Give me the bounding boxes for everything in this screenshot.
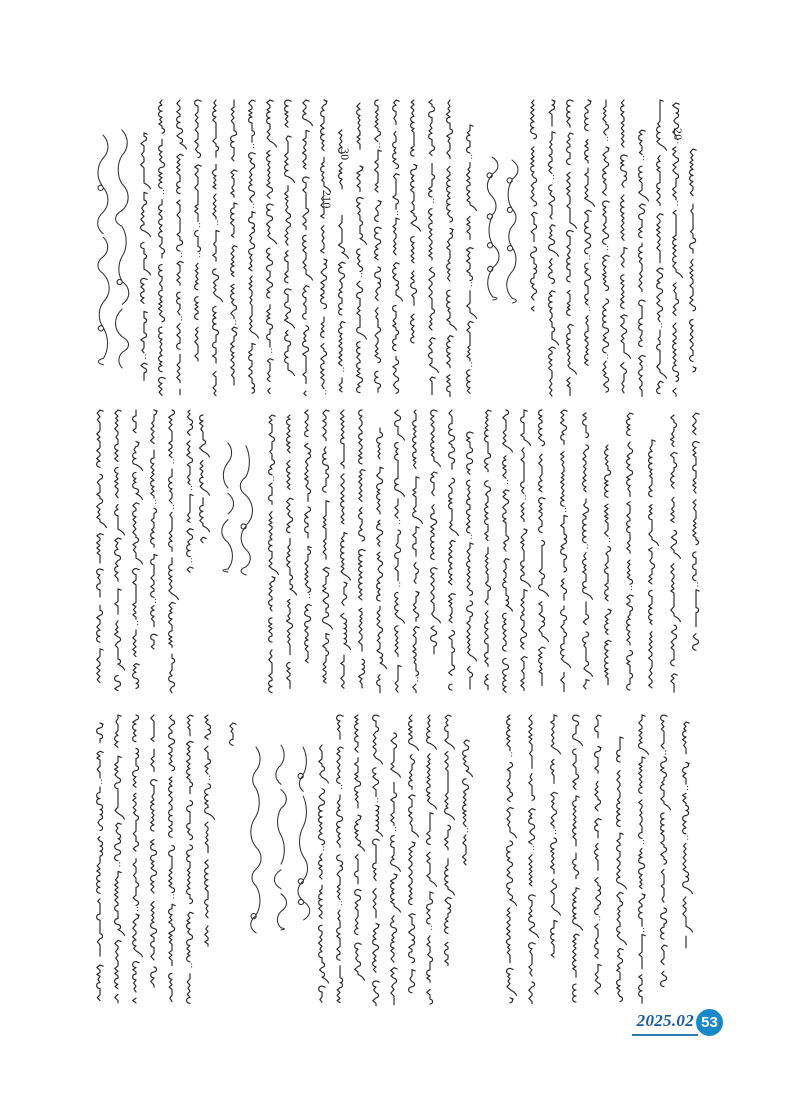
text-column: [275, 100, 295, 370]
text-column: [673, 722, 693, 945]
text-band-2: [97, 410, 709, 688]
text-column: [259, 415, 279, 688]
text-column: [87, 410, 107, 688]
text-column: [419, 100, 439, 392]
text-column: [439, 410, 459, 688]
text-column: [123, 410, 143, 688]
text-column: [403, 410, 423, 688]
page-number-badge: 53: [696, 1009, 723, 1036]
text-column: [557, 100, 577, 392]
signature-flourish: [499, 160, 519, 303]
text-column: [123, 715, 143, 1000]
text-column: [563, 715, 583, 1000]
issue-label: 2025.02: [636, 1011, 694, 1030]
text-column: [105, 410, 125, 688]
text-column: [453, 740, 473, 870]
text-column: [639, 440, 659, 688]
text-column: [295, 410, 315, 660]
text-column: [277, 415, 297, 688]
text-column: [493, 410, 513, 688]
text-column: [541, 715, 561, 955]
text-column: [239, 100, 259, 392]
text-column: [671, 128, 700, 370]
text-column: [529, 410, 549, 688]
text-band-3: [97, 715, 709, 1000]
text-column: [595, 445, 615, 680]
text-column: [661, 415, 681, 688]
text-column: [511, 410, 531, 688]
text-column: [457, 432, 477, 688]
signature-flourish: [215, 443, 235, 572]
text-column: [220, 723, 240, 749]
signature-flourish: [90, 135, 110, 365]
signature-flourish: [243, 747, 263, 933]
text-column: [573, 413, 593, 688]
text-column: [349, 410, 369, 688]
text-column: [293, 100, 313, 392]
signature-flourish: [268, 745, 288, 930]
text-column: [141, 410, 161, 645]
text-column: [221, 100, 241, 392]
text-column: [437, 100, 457, 392]
text-column: [177, 715, 197, 1000]
text-column: [629, 130, 649, 392]
text-column: [457, 125, 477, 392]
text-column: [629, 715, 649, 1000]
inline-numeral: 210: [320, 190, 332, 209]
text-column: [421, 410, 441, 650]
text-column: [521, 100, 541, 310]
text-column: [363, 715, 383, 1000]
text-column: [365, 100, 385, 392]
text-column: [309, 745, 329, 1000]
text-column: [311, 100, 331, 392]
text-column: [475, 410, 495, 688]
text-column: [159, 715, 179, 1000]
text-column: [607, 737, 627, 1000]
text-column: [417, 715, 437, 1000]
text-column: [367, 428, 387, 688]
text-column: [190, 415, 210, 540]
text-column: [131, 133, 151, 373]
text-column: [105, 715, 125, 1000]
text-column: [519, 715, 539, 1000]
text-column: [167, 100, 187, 392]
page-footer: [600, 1008, 750, 1052]
inline-numeral: 20: [671, 128, 683, 141]
text-column: [593, 100, 613, 392]
text-column: [611, 100, 631, 392]
text-column: [575, 100, 595, 365]
text-column: [87, 723, 107, 1000]
issue-underline: [632, 1034, 698, 1036]
signature-flourish: [109, 130, 129, 368]
text-column: [651, 715, 671, 983]
text-column: [149, 100, 169, 392]
text-column: [185, 100, 205, 355]
text-column: [195, 715, 215, 945]
text-column: [331, 410, 351, 688]
text-column: [203, 100, 223, 392]
text-column: [683, 413, 703, 650]
text-column: [383, 100, 403, 392]
text-column: [159, 410, 179, 688]
text-column: [338, 103, 367, 392]
text-column: [141, 715, 161, 985]
text-column: [320, 130, 349, 392]
text-column: [435, 715, 455, 965]
signature-flourish: [233, 446, 253, 575]
signature-flourish: [290, 747, 310, 920]
text-column: [551, 410, 571, 688]
text-column: [381, 733, 401, 1000]
text-column: [497, 715, 517, 1000]
signature-flourish: [479, 157, 499, 300]
text-column: [617, 413, 637, 688]
inline-numeral: 30: [338, 148, 350, 161]
text-column: [539, 100, 559, 392]
text-column: [385, 410, 405, 688]
text-band-1: [97, 100, 709, 392]
text-column: [345, 715, 365, 975]
text-column: [401, 100, 421, 340]
text-column: [257, 100, 277, 392]
text-column: [327, 715, 347, 1000]
text-column: [585, 715, 605, 1000]
text-column: [313, 410, 333, 688]
text-column: [399, 715, 419, 1000]
